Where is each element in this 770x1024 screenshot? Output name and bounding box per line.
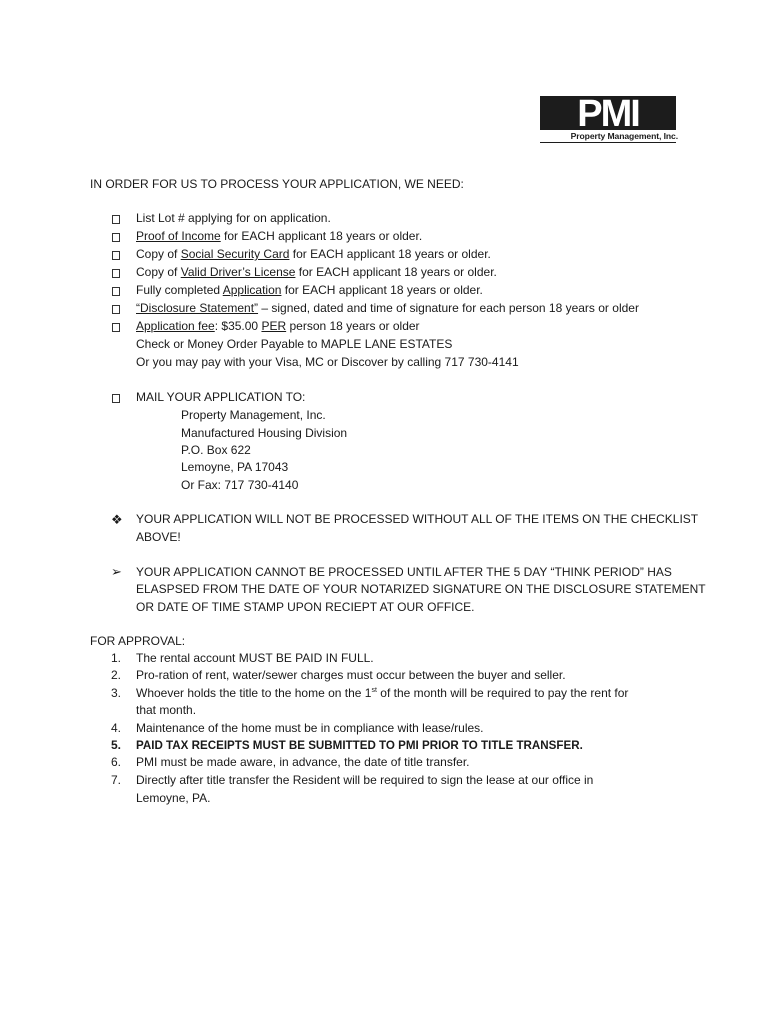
- item-text: for EACH applicant 18 years or older.: [220, 229, 423, 243]
- mail-address-line: P.O. Box 622: [181, 443, 251, 457]
- fee-card-line: Or you may pay with your Visa, MC or Discover by calling 717 730-4141: [136, 355, 519, 369]
- approval-item: The rental account MUST BE PAID IN FULL.: [136, 651, 374, 665]
- logo-mark: PMI: [540, 96, 676, 130]
- logo-subtitle: Property Management, Inc.: [570, 131, 678, 141]
- item-text: Whoever holds the title to the home on the 1: [136, 686, 372, 700]
- approval-item: Maintenance of the home must be in compliance with lease/rules.: [136, 721, 484, 735]
- checklist-heading: IN ORDER FOR US TO PROCESS YOUR APPLICATION, WE NEED:: [90, 177, 464, 191]
- note-incomplete: YOUR APPLICATION WILL NOT BE PROCESSED WITHOUT ALL OF THE ITEMS ON THE CHECKLIST: [136, 512, 699, 526]
- item-text: for EACH applicant 18 years or older.: [289, 247, 491, 261]
- approval-item: PMI must be made aware, in advance, the date of title transfer.: [136, 755, 470, 769]
- checklist-item-fee: [136, 318, 420, 336]
- mail-label: MAIL YOUR APPLICATION TO:: [136, 390, 306, 404]
- mail-address-line: Manufactured Housing Division: [181, 426, 348, 440]
- checkbox[interactable]: [112, 233, 120, 242]
- list-number: 1.: [111, 651, 122, 665]
- checkbox[interactable]: [112, 394, 120, 403]
- checkbox[interactable]: [112, 269, 120, 278]
- item-text: Copy of: [136, 247, 181, 261]
- item-text: for EACH applicant 18 years or older.: [295, 265, 497, 279]
- underlined-text: Application fee: [136, 319, 215, 333]
- checklist-item-ssn: [136, 246, 491, 264]
- item-text: Fully completed: [136, 283, 223, 297]
- note-think-period: OR DATE OF TIME STAMP UPON RECIEPT AT OUR OFFICE.: [136, 600, 475, 614]
- mail-address-line: Lemoyne, PA 17043: [181, 460, 289, 474]
- approval-item: Pro-ration of rent, water/sewer charges must occur between the buyer and seller.: [136, 668, 566, 682]
- mail-address-line: Property Management, Inc.: [181, 408, 326, 422]
- checklist-item-income: [136, 228, 422, 246]
- approval-item: Directly after title transfer the Resident will be required to sign the lease at our office in: [136, 773, 594, 787]
- item-text: person 18 years or older: [286, 319, 420, 333]
- note-think-period: YOUR APPLICATION CANNOT BE PROCESSED UNTIL AFTER THE 5 DAY “THINK PERIOD” HAS: [136, 565, 672, 579]
- checkbox[interactable]: [112, 251, 120, 260]
- item-text: for EACH applicant 18 years or older.: [281, 283, 483, 297]
- underlined-text: “Disclosure Statement”: [136, 301, 259, 315]
- approval-item-continued: Lemoyne, PA.: [136, 791, 211, 805]
- list-number: 3.: [111, 686, 122, 700]
- checkbox[interactable]: [112, 305, 120, 314]
- checkbox[interactable]: [112, 215, 120, 224]
- approval-item-tax: PAID TAX RECEIPTS MUST BE SUBMITTED TO PMI PRIOR TO TITLE TRANSFER.: [136, 739, 583, 752]
- item-text: – signed, dated and time of signature for each person 18 years or older: [258, 301, 639, 315]
- arrow-bullet-icon: ➢: [111, 564, 122, 579]
- list-number: 2.: [111, 668, 122, 682]
- note-think-period: ELASPSED FROM THE DATE OF YOUR NOTARIZED SIGNATURE ON THE DISCLOSURE STATEMENT: [136, 582, 706, 596]
- diamond-bullet-icon: ❖: [111, 512, 123, 527]
- list-number: 7.: [111, 773, 122, 787]
- checklist-item-application: [136, 282, 483, 300]
- checklist-item-license: [136, 264, 497, 282]
- underlined-text: PER: [261, 319, 287, 333]
- logo-rule: [540, 142, 676, 143]
- item-text: : $35.00: [214, 319, 262, 333]
- item-text: Copy of: [136, 265, 181, 279]
- underlined-text: Proof of Income: [136, 229, 221, 243]
- checkbox[interactable]: [112, 287, 120, 296]
- checklist-item-disclosure: [136, 300, 639, 318]
- underlined-text: Application: [222, 283, 282, 297]
- approval-item: [136, 685, 628, 703]
- checklist-item-lot: List Lot # applying for on application.: [136, 211, 331, 225]
- underlined-text: Valid Driver’s License: [180, 265, 296, 279]
- pmi-logo: [540, 96, 678, 154]
- fax-line: Or Fax: 717 730-4140: [181, 478, 299, 492]
- underlined-text: Social Security Card: [180, 247, 290, 261]
- fee-payable-line: Check or Money Order Payable to MAPLE LANE ESTATES: [136, 337, 453, 351]
- list-number: 5.: [111, 738, 122, 752]
- list-number: 4.: [111, 721, 122, 735]
- list-number: 6.: [111, 755, 122, 769]
- superscript: st: [371, 687, 377, 694]
- note-incomplete: ABOVE!: [136, 530, 181, 544]
- item-text: of the month will be required to pay the rent for: [376, 686, 629, 700]
- approval-heading: FOR APPROVAL:: [90, 634, 186, 648]
- approval-item-continued: that month.: [136, 703, 197, 717]
- checkbox[interactable]: [112, 323, 120, 332]
